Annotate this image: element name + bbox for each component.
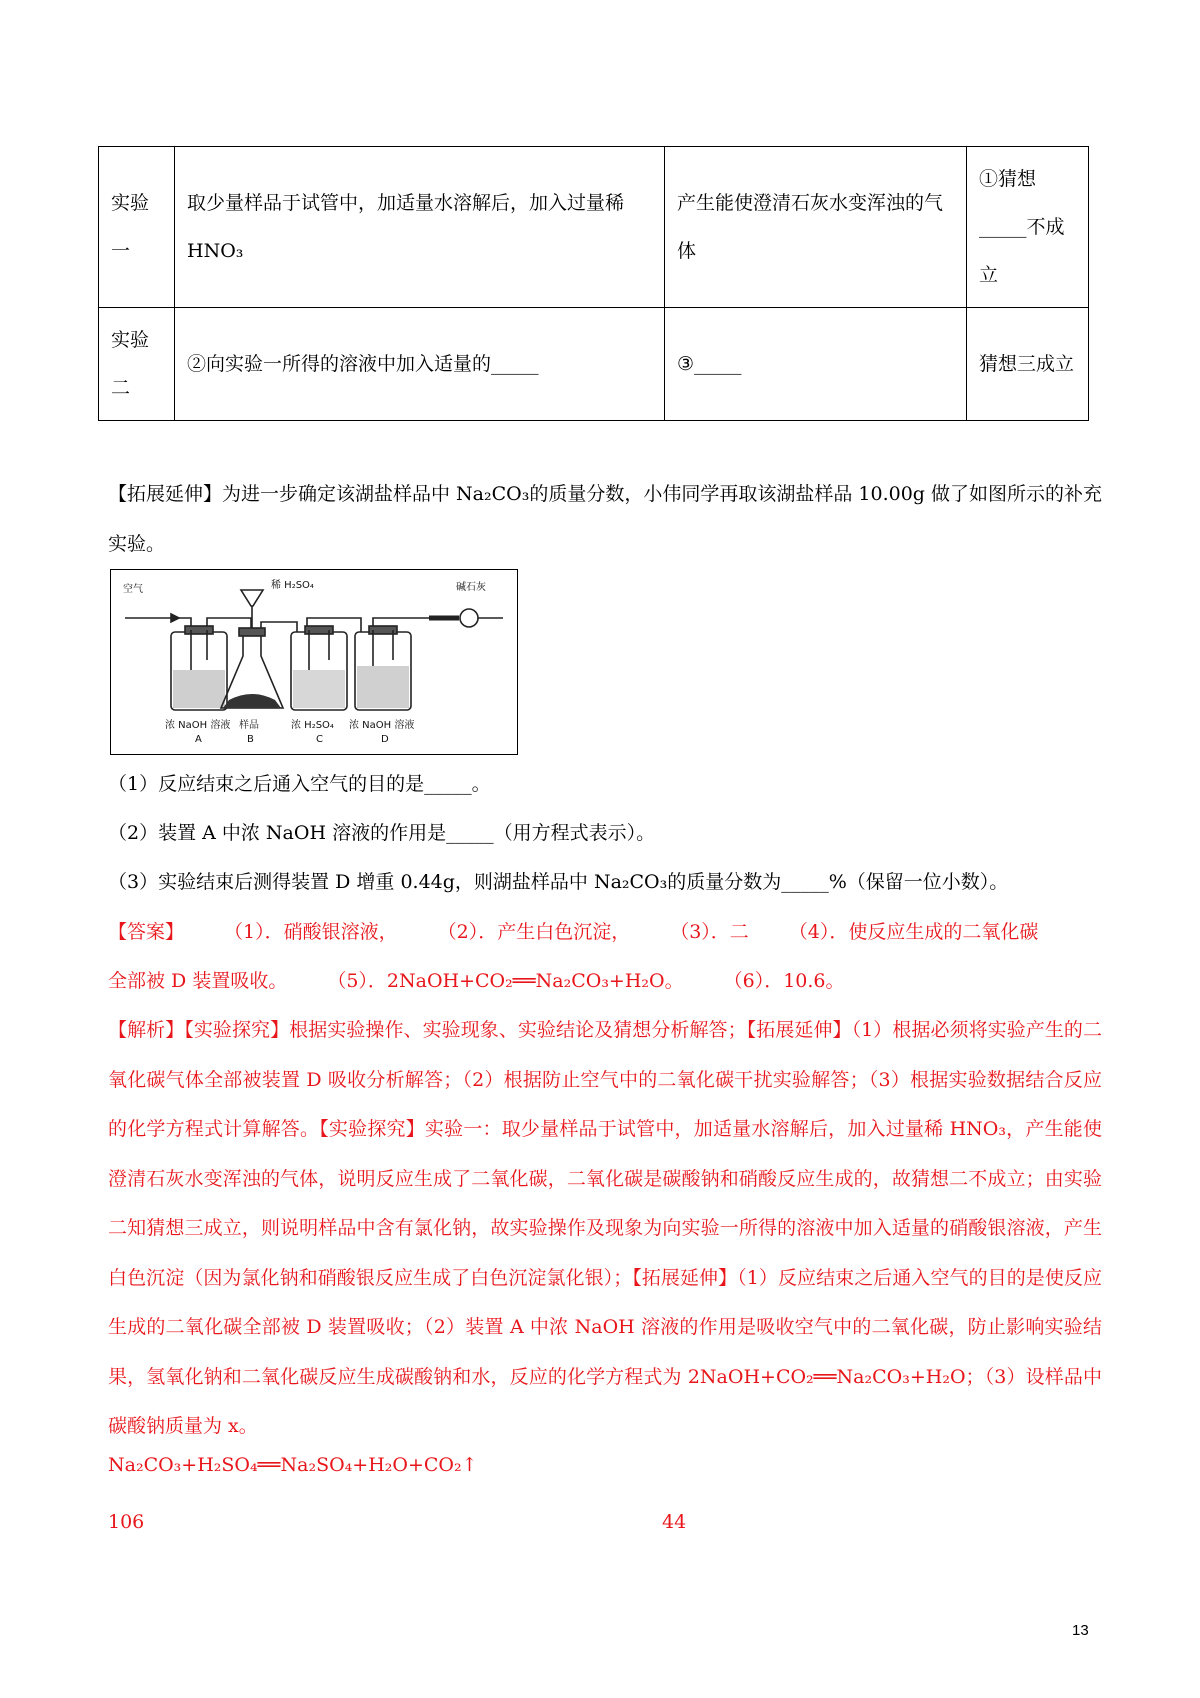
question-3: （3）实验结束后测得装置 D 增重 0.44g，则湖盐样品中 Na₂CO₃的质量分数为_____%（保留一位小数）。 [108, 871, 1009, 893]
phenomenon-cell: 产生能使澄清石灰水变浑浊的气体 [665, 147, 967, 308]
molar-mass-1: 106 [108, 1511, 145, 1533]
question-2: （2）装置 A 中浓 NaOH 溶液的作用是_____（用方程式表示）。 [108, 822, 656, 844]
answer-line-1 [108, 920, 1038, 944]
answer-part-3: （3）．二 [670, 921, 749, 943]
question-1: （1）反应结束之后通入空气的目的是_____。 [108, 773, 491, 795]
label-b-name: 样品 [239, 720, 259, 731]
label-c: C [316, 734, 323, 745]
page-number: 13 [1072, 1622, 1089, 1639]
label-c-name: 浓 H₂SO₄ [291, 720, 334, 731]
label-d-name: 浓 NaOH 溶液 [349, 720, 415, 731]
experiment-table [98, 146, 1089, 421]
phenomenon-cell: ③_____ [665, 308, 967, 421]
molar-mass-2: 44 [662, 1511, 687, 1533]
apparatus-diagram [110, 569, 518, 755]
operation-cell: ②向实验一所得的溶液中加入适量的_____ [175, 308, 665, 421]
answer-part-2: （2）．产生白色沉淀， [437, 921, 631, 943]
answer-part-4: （4）．使反应生成的二氧化碳 [788, 921, 1039, 943]
row-label: 实验一 [99, 147, 175, 308]
conclusion-cell: ①猜想_____不成立 [967, 147, 1089, 308]
analysis-paragraph: 【解析】【实验探究】根据实验操作、实验现象、实验结论及猜想分析解答；【拓展延伸】（1）根据必须将实验产生的二氧化碳气体全部被装置 D 吸收分析解答；（2）根据防止空气中的二氧化碳干扰实验解答；（3）根据实验数据结合反应的化学方程式计算解答。【实验探究】实验一：取少量样品于试管中，加适量水溶解后，加入过量稀 HNO₃，产生能使澄清石灰水变浑浊的气体，说明反应生成了二氧化碳，二氧化碳是碳酸钠和硝酸反应生成的，故猜想二不成立；由实验二知猜想三成立，则说明样品中含有氯化钠，故实验操作及现象为向实验一所得的溶液中加入适量的硝酸银溶液，产生白色沉淀（因为氯化钠和硝酸银反应生成了白色沉淀氯化银）；【拓展延伸】（1）反应结束之后通入空气的目的是使反应生成的二氧化碳全部被 D 装置吸收；（2）装置 A 中浓 NaOH 溶液的作用是吸收空气中的二氧化碳，防止影响实验结果，氢氧化钠和二氧化碳反应生成碳酸钠和水，反应的化学方程式为 2NaOH+CO₂══Na₂CO₃+H₂O；（3）设样品中碳酸钠质量为 x。 [108, 1019, 1102, 1437]
table-row [99, 308, 1089, 421]
label-air: 空气 [123, 584, 143, 595]
label-a: A [195, 734, 202, 745]
table-row [99, 147, 1089, 308]
equation-formula: Na₂CO₃+H₂SO₄══Na₂SO₄+H₂O+CO₂↑ [108, 1454, 478, 1476]
label-d: D [381, 734, 389, 745]
answer-tag: 【答案】 [108, 921, 185, 943]
answer-line2-a: 全部被 D 装置吸收。 [108, 970, 288, 992]
conclusion-cell: 猜想三成立 [967, 308, 1089, 421]
label-b: B [247, 734, 254, 745]
label-lime: 碱石灰 [456, 582, 486, 593]
operation-cell: 取少量样品于试管中，加适量水溶解后，加入过量稀 HNO₃ [175, 147, 665, 308]
answer-part-6: （6）．10.6。 [723, 970, 845, 992]
apparatus-drawing [111, 570, 516, 753]
answer-part-1: （1）．硝酸银溶液， [224, 921, 398, 943]
answer-part-5: （5）．2NaOH+CO₂══Na₂CO₃+H₂O。 [327, 970, 684, 992]
answer-line-2 [108, 969, 845, 993]
extension-intro: 【拓展延伸】为进一步确定该湖盐样品中 Na₂CO₃的质量分数，小伟同学再取该湖盐样品 10.00g 做了如图所示的补充实验。 [108, 483, 1102, 555]
label-a-name: 浓 NaOH 溶液 [165, 720, 231, 731]
row-label: 实验二 [99, 308, 175, 421]
label-acid: 稀 H₂SO₄ [271, 580, 314, 591]
